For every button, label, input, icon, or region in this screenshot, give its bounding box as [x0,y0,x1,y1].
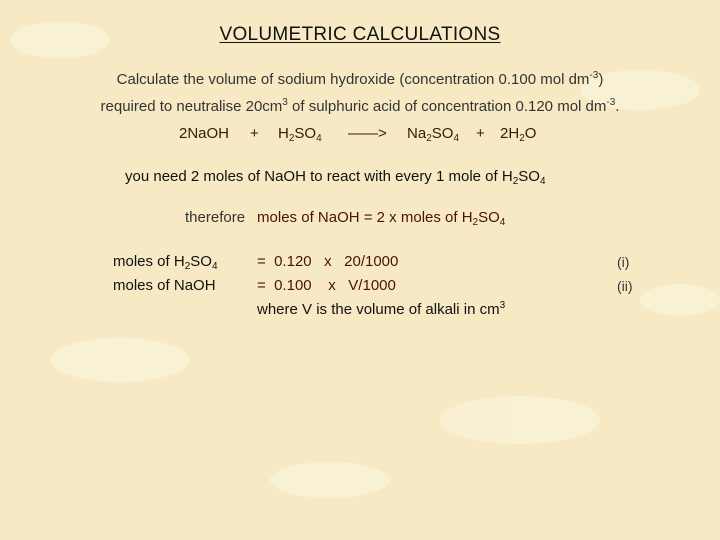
mole-ratio-equation: moles of NaOH = 2 x moles of $H_2SO_4$ [257,209,506,228]
equation-reactant-1: 2NaOH [179,125,230,142]
question-line-2: required to neutralise $20cm^3$ of sulphuric acid of concentration 0.120 mol $dm^{-3}$. [100,97,620,115]
equation-arrow: ——> [348,125,387,142]
calc-expression-1: = 0.120 x 20/1000 [257,253,399,270]
equation-number-i: (i) [617,254,630,270]
therefore-line [185,209,505,228]
question-text [0,64,720,118]
question-line-1: Calculate the volume of sodium hydroxide (concentration 0.100 mol $dm^{-3}$) [116,70,604,88]
equation-plus-1: + [250,125,259,142]
equation-reactant-2: $H_2SO_4$ [278,125,322,144]
equation-product-1: $Na_2SO_4$ [407,125,459,144]
therefore-word: therefore [185,209,246,226]
equation-plus-2: + [476,125,485,142]
equation-product-2: $2H_2O$ [500,125,537,144]
calc-expression-2: = 0.100 x V/1000 [257,277,396,294]
ratio-statement: you need 2 moles of NaOH to react with every 1 mole of $H_2SO_4$ [125,168,546,187]
volume-definition-note: where V is the volume of alkali in $cm^3$ [257,300,506,318]
calc-label-naoh: moles of NaOH [113,277,216,294]
page-title: VOLUMETRIC CALCULATIONS [219,24,501,45]
equation-number-ii: (ii) [617,278,633,294]
calc-label-h2so4: moles of $H_2SO_4$ [113,253,218,272]
